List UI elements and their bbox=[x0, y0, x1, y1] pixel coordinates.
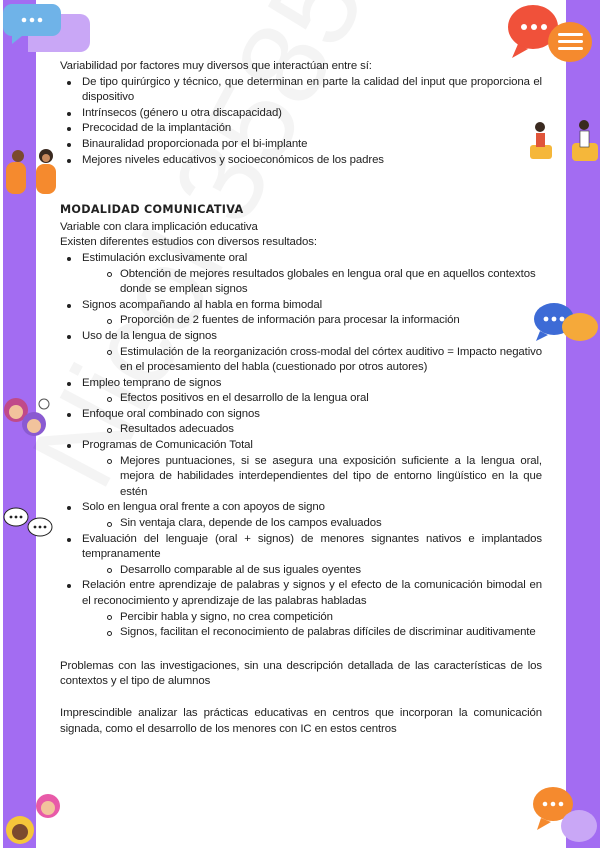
list-item-label: Relación entre aprendizaje de palabras y signos y el efecto de la comunicación bimodal en el reconocimiento y aprendizaje de las palabras habladas bbox=[82, 579, 542, 607]
section-title: MODALIDAD COMUNICATIVA bbox=[60, 203, 244, 217]
chat-bubbles-icon bbox=[525, 780, 600, 848]
list-item bbox=[60, 329, 542, 376]
list-item bbox=[60, 532, 542, 579]
people-faces-icon bbox=[0, 790, 75, 848]
sub-list-item: Efectos positivos en el desarrollo de la lengua oral bbox=[82, 391, 542, 407]
list-item-label: Estimulación exclusivamente oral bbox=[82, 251, 248, 264]
document-body bbox=[60, 59, 542, 737]
list-item-label: Empleo temprano de signos bbox=[82, 376, 222, 389]
list-item-label: Signos acompañando al habla en forma bimodal bbox=[82, 298, 323, 311]
list-item: De tipo quirúrgico y técnico, que determinan en parte la calidad del input que proporciona el dispositivo bbox=[60, 75, 542, 106]
list-item: Intrínsecos (género u otra discapacidad) bbox=[60, 106, 542, 122]
sub-list-item: Estimulación de la reorganización cross-modal del córtex auditivo = Impacto negativo en el procesamiento del habla (cuestionado por otros autores) bbox=[82, 345, 542, 376]
intro-text: Variabilidad por factores muy diversos que interactúan entre sí: bbox=[60, 60, 372, 72]
section-intro: Existen diferentes estudios con diversos resultados: bbox=[60, 236, 317, 249]
sub-list-item: Percibir habla y signo, no crea competición bbox=[82, 610, 542, 626]
sub-list-item: Desarrollo comparable al de sus iguales oyentes bbox=[82, 563, 542, 579]
studies-list bbox=[60, 251, 542, 641]
list-item bbox=[60, 438, 542, 500]
people-faces-icon bbox=[0, 392, 55, 444]
list-item bbox=[60, 578, 542, 640]
list-item bbox=[60, 376, 542, 407]
paragraph: Problemas con las investigaciones, sin una descripción detallada de las características de los contextos y el tipo de alumnos bbox=[60, 659, 542, 688]
paragraph: Imprescindible analizar las prácticas educativas en centros que incorporan la comunicación signada, como el desarrollo de los menores con IC en estos centros bbox=[60, 706, 542, 735]
sub-list-item: Signos, facilitan el reconocimiento de palabras difíciles de discriminar auditivamente bbox=[82, 625, 542, 641]
sub-list-item: Obtención de mejores resultados globales en lengua oral que en aquellos contextos donde se emplean signos bbox=[82, 267, 542, 298]
list-item: Binauralidad proporcionada por el bi-implante bbox=[60, 137, 542, 153]
list-item-label: Uso de la lengua de signos bbox=[82, 329, 217, 342]
factors-list bbox=[60, 75, 542, 169]
list-item: Mejores niveles educativos y socioeconómicos de los padres bbox=[60, 153, 542, 169]
list-item-label: Enfoque oral combinado con signos bbox=[82, 407, 260, 420]
list-item bbox=[60, 407, 542, 438]
speech-bubbles-menu-icon bbox=[500, 0, 600, 65]
list-item bbox=[60, 251, 542, 298]
list-item-label: Evaluación del lenguaje (oral + signos) de menores signantes nativos e implantados tempranamente bbox=[82, 532, 542, 561]
sub-list-item: Proporción de 2 fuentes de información para procesar la información bbox=[82, 313, 542, 329]
speech-bubbles-icon bbox=[0, 505, 58, 541]
list-item bbox=[60, 298, 542, 329]
list-item: Precocidad de la implantación bbox=[60, 121, 542, 137]
sub-list-item: Resultados adecuados bbox=[82, 422, 542, 438]
sub-list-item: Mejores puntuaciones, si se asegura una exposición suficiente a la lengua oral, mejora de habilidades interdependientes del tipo de entorno lingüístico en la que estén bbox=[82, 454, 542, 501]
list-item bbox=[60, 500, 542, 531]
list-item-label: Solo en lengua oral frente a con apoyos de signo bbox=[82, 501, 325, 514]
list-item-label: Programas de Comunicación Total bbox=[82, 439, 253, 452]
sub-list-item: Sin ventaja clara, depende de los campos evaluados bbox=[82, 516, 542, 532]
section-intro: Variable con clara implicación educativa bbox=[60, 220, 258, 233]
chat-bubbles-icon bbox=[0, 0, 95, 60]
